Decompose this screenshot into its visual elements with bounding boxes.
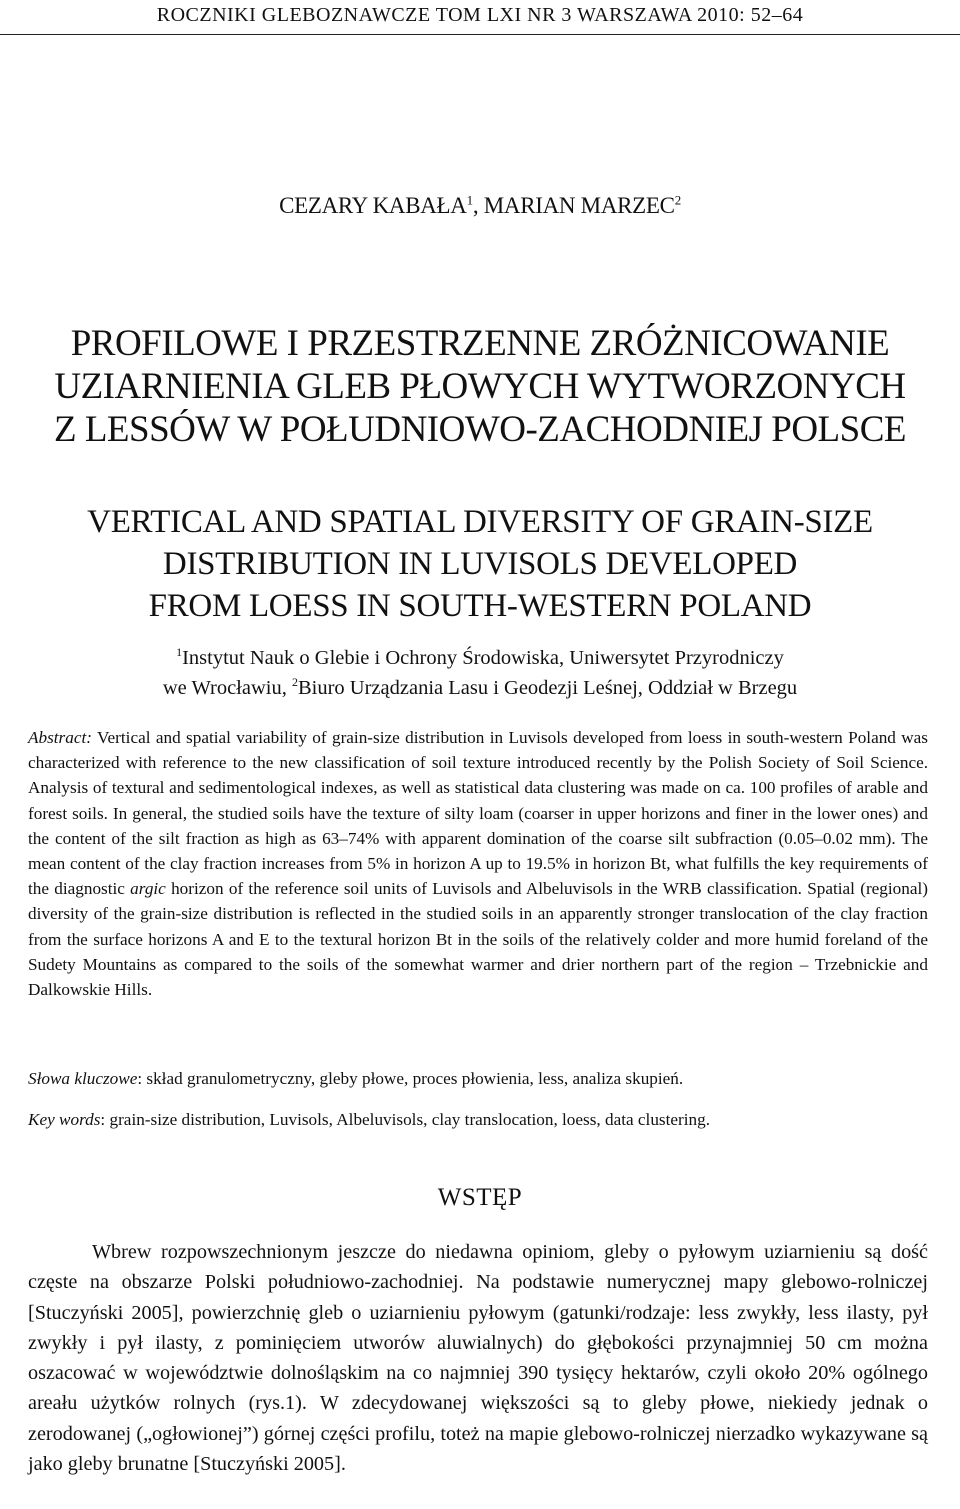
title-english-line: FROM LOESS IN SOUTH-WESTERN POLAND [148,588,812,624]
author-1: CEZARY KABAŁA [279,193,467,218]
affiliation-line-1 [0,643,960,673]
affiliation-line-2 [0,673,960,703]
section-heading: WSTĘP [437,1184,523,1211]
affiliation-mark-2: 2 [291,675,298,690]
abstract [28,725,928,1002]
affiliations [0,643,960,703]
keywords-polish-text: : skład granulometryczny, gleby płowe, proces płowienia, less, analiza skupień. [137,1069,684,1088]
keywords-english-label: Key words [28,1110,101,1129]
title-polish [0,322,960,451]
author-2: MARIAN MARZEC [483,193,675,218]
affiliation-1-text-cont: we Wrocławiu, [162,677,292,699]
authors [0,193,960,219]
keywords-polish-label: Słowa kluczowe [28,1069,138,1088]
abstract-emphasis: argic [130,879,166,899]
affiliation-1-text: Instytut Nauk o Glebie i Ochrony Środowiska, Uniwersytet Przyrodniczy [182,647,784,669]
keywords-english-text: : grain-size distribution, Luvisols, Albeluvisols, clay translocation, loess, data clustering. [100,1110,710,1129]
affiliation-2-text: Biuro Urządzania Lasu i Geodezji Leśnej, Oddział w Brzegu [297,677,798,699]
abstract-text: Vertical and spatial variability of grain-size distribution in Luvisols developed from loess in south-western Poland was characterized with reference to the new classification of soil texture introduced recently by the Polish Society of Soil Science. Analysis of textural and sedimentological indexes, as well as statistical data clustering was made on ca. 100 profiles of arable and forest soils. In general, the studied soils have the texture of silty loam (coarser in upper horizons and finer in the lower ones) and the content of the silt fraction as high as 63–74% with apparent domination of the coarse silt subfraction (0.05–0.02 mm). The mean content of the clay fraction increases from 5% in horizon A up to 19.5% in horizon Bt, what fulfills the key requirements of the diagnostic [28,728,928,899]
header-rule [0,34,960,35]
keywords-english [28,1107,928,1132]
title-polish-line: PROFILOWE I PRZESTRZENNE ZRÓŻNICOWANIE [70,323,890,364]
title-english [0,501,960,627]
keywords-polish [28,1066,928,1091]
author-2-affiliation-mark: 2 [674,192,681,208]
title-polish-line: UZIARNIENIA GLEB PŁOWYCH WYTWORZONYCH [54,366,906,407]
title-polish-line: Z LESSÓW W POŁUDNIOWO-ZACHODNIEJ POLSCE [53,409,907,450]
title-english-line: VERTICAL AND SPATIAL DIVERSITY OF GRAIN-SIZE [87,504,873,540]
title-english-line: DISTRIBUTION IN LUVISOLS DEVELOPED [162,546,798,582]
author-separator: , [472,193,484,218]
abstract-label: Abstract: [28,728,92,747]
author-1-affiliation-mark: 1 [466,192,473,208]
body-paragraph: Wbrew rozpowszechnionym jeszcze do niedawna opiniom, gleby o pyłowym uziarnieniu są dość częste na obszarze Polski południowo-zachodniej. Na podstawie numerycznej mapy glebowo-rolniczej [Stuczyński 2005], powierzchnię gleb o uziarnieniu pyłowym (gatunki/rodzaje: less zwykły, less ilasty, pył zwykły i pył ilasty, z pominięciem utworów aluwialnych) do głębokości przynajmniej 50 cm można oszacować w województwie dolnośląskim na co najmniej 390 tysięcy hektarów, czyli około 20% ogólnego areału użytków rolnych (rys.1). W zdecydowanej większości są to gleby płowe, niekiedy jednak o zerodowanej („ogłowionej”) górnej części profilu, toteż na mapie glebowo-rolniczej nierzadko wykazywane są jako gleby brunatne [Stuczyński 2005]. [28,1241,928,1476]
running-head: ROCZNIKI GLEBOZNAWCZE TOM LXI NR 3 WARSZAWA 2010: 52–64 [156,4,804,26]
abstract-text-cont: horizon of the reference soil units of Luvisols and Albeluvisols in the WRB classification. Spatial (regional) diversity of the grain-size distribution is reflected in the studied soils in an apparently stronger translocation of the clay fraction from the surface horizons A and E to the textural horizon Bt in the soils of the relatively colder and more humid foreland of the Sudety Mountains as compared to the soils of the somewhat warmer and drier northern part of the region – Trzebnickie and Dalkowskie Hills. [28,879,928,1000]
affiliation-mark-1: 1 [176,645,183,660]
